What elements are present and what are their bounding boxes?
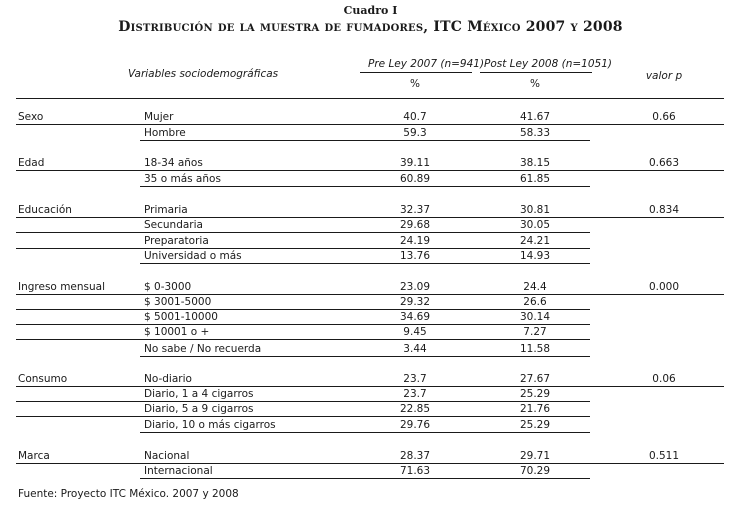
row-category: $ 0-3000 (144, 281, 192, 293)
value-pre-ley: 13.76 (399, 250, 431, 262)
value-pre-ley: 71.63 (399, 465, 431, 477)
p-value: 0.511 (648, 450, 680, 462)
value-pre-ley: 22.85 (399, 403, 431, 415)
row-category: Nacional (144, 450, 190, 462)
group-label: Sexo (18, 111, 44, 123)
table-title: Distribución de la muestra de fumadores, ITC México 2007 y 2008 (118, 19, 623, 35)
value-post-ley: 25.29 (519, 419, 551, 431)
value-pre-ley: 23.7 (403, 373, 427, 385)
value-post-ley: 24.21 (519, 235, 551, 247)
group-label: Ingreso mensual (18, 281, 106, 293)
value-pre-ley: 24.19 (399, 235, 431, 247)
p-value: 0.66 (652, 111, 676, 123)
row-rule (140, 478, 590, 479)
row-category: Primaria (144, 204, 188, 216)
row-rule (16, 386, 724, 387)
value-post-ley: 30.14 (519, 311, 551, 323)
row-category: $ 10001 o + (144, 326, 210, 338)
pct-header-1: % (410, 78, 420, 90)
value-pre-ley: 60.89 (399, 173, 431, 185)
value-post-ley: 14.93 (519, 250, 551, 262)
value-post-ley: 11.58 (519, 343, 551, 355)
p-value: 0.663 (648, 157, 680, 169)
value-pre-ley: 34.69 (399, 311, 431, 323)
row-rule (16, 309, 590, 310)
value-pre-ley: 23.09 (399, 281, 431, 293)
value-post-ley: 61.85 (519, 173, 551, 185)
row-rule (16, 416, 590, 417)
row-rule (16, 463, 724, 464)
row-rule (16, 401, 590, 402)
row-category: Mujer (144, 111, 174, 123)
row-category: 35 o más años (144, 173, 221, 185)
p-value: 0.834 (648, 204, 680, 216)
value-post-ley: 24.4 (523, 281, 547, 293)
value-pre-ley: 9.45 (403, 326, 427, 338)
value-pre-ley: 3.44 (403, 343, 427, 355)
row-rule (16, 217, 724, 218)
table-caption: Cuadro I (343, 4, 398, 17)
value-post-ley: 70.29 (519, 465, 551, 477)
group-label: Educación (18, 204, 72, 216)
row-category: Universidad o más (144, 250, 242, 262)
value-post-ley: 41.67 (519, 111, 551, 123)
row-category: No sabe / No recuerda (144, 343, 262, 355)
group-label: Consumo (18, 373, 68, 385)
row-rule (16, 324, 590, 325)
row-rule (140, 356, 590, 357)
value-pre-ley: 29.76 (399, 419, 431, 431)
row-rule (140, 186, 590, 187)
value-post-ley: 30.05 (519, 219, 551, 231)
value-pre-ley: 40.7 (403, 111, 427, 123)
row-rule (16, 339, 590, 340)
header-underline-1 (360, 72, 472, 73)
value-post-ley: 26.6 (523, 296, 547, 308)
row-category: $ 5001-10000 (144, 311, 218, 323)
row-category: Hombre (144, 127, 186, 139)
variables-header: Variables sociodemográficas (128, 68, 279, 80)
value-pre-ley: 39.11 (399, 157, 431, 169)
row-category: Secundaria (144, 219, 203, 231)
value-post-ley: 7.27 (523, 326, 547, 338)
value-post-ley: 58.33 (519, 127, 551, 139)
pvalue-header: valor p (645, 70, 683, 82)
row-category: No-diario (144, 373, 192, 385)
header-underline-2 (480, 72, 592, 73)
value-pre-ley: 23.7 (403, 388, 427, 400)
value-pre-ley: 29.68 (399, 219, 431, 231)
row-category: Preparatoria (144, 235, 209, 247)
row-rule (16, 124, 724, 125)
row-rule (16, 248, 590, 249)
row-category: Diario, 10 o más cigarros (144, 419, 276, 431)
p-value: 0.06 (652, 373, 676, 385)
row-category: 18-34 años (144, 157, 203, 169)
group-label: Edad (18, 157, 45, 169)
row-rule (16, 170, 724, 171)
row-category: Diario, 5 a 9 cigarros (144, 403, 254, 415)
value-post-ley: 25.29 (519, 388, 551, 400)
source-note: Fuente: Proyecto ITC México. 2007 y 2008 (18, 488, 239, 500)
group-label: Marca (18, 450, 50, 462)
col-post-ley-header: Post Ley 2008 (n=1051) (484, 58, 612, 70)
row-category: $ 3001-5000 (144, 296, 212, 308)
value-post-ley: 21.76 (519, 403, 551, 415)
row-rule (16, 232, 590, 233)
value-pre-ley: 59.3 (403, 127, 427, 139)
p-value: 0.000 (648, 281, 680, 293)
row-category: Diario, 1 a 4 cigarros (144, 388, 254, 400)
value-pre-ley: 28.37 (399, 450, 431, 462)
header-rule (16, 98, 724, 99)
row-rule (140, 432, 590, 433)
value-post-ley: 27.67 (519, 373, 551, 385)
row-category: Internacional (144, 465, 213, 477)
value-post-ley: 30.81 (519, 204, 551, 216)
pct-header-2: % (530, 78, 540, 90)
value-pre-ley: 32.37 (399, 204, 431, 216)
value-post-ley: 29.71 (519, 450, 551, 462)
value-post-ley: 38.15 (519, 157, 551, 169)
value-pre-ley: 29.32 (399, 296, 431, 308)
col-pre-ley-header: Pre Ley 2007 (n=941) (368, 58, 485, 70)
row-rule (140, 263, 590, 264)
row-rule (140, 140, 590, 141)
row-rule (16, 294, 724, 295)
